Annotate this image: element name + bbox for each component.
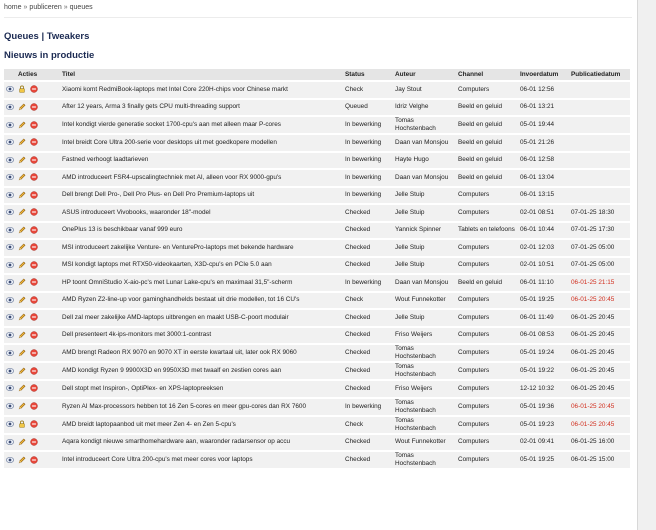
eye-icon[interactable] <box>6 103 14 111</box>
pencil-icon[interactable] <box>18 226 26 234</box>
row-published: 06-01-25 20:45 <box>569 417 630 433</box>
row-submitted: 06-01 13:21 <box>518 100 569 116</box>
row-actions <box>4 452 60 468</box>
header-title[interactable]: Titel <box>60 69 343 80</box>
eye-icon[interactable] <box>6 121 14 129</box>
row-title[interactable]: Intel introduceert Core Ultra 200-cpu's met meer cores voor laptops <box>60 452 343 468</box>
header-submitted[interactable]: Invoerdatum <box>518 69 569 80</box>
row-actions <box>4 417 60 433</box>
delete-icon[interactable] <box>30 456 38 464</box>
row-status: Checked <box>343 435 393 451</box>
row-author: Idriz Velghe <box>393 100 456 116</box>
header-published[interactable]: Publicatiedatum <box>569 69 630 80</box>
delete-icon[interactable] <box>30 384 38 392</box>
row-channel: Computers <box>456 399 518 415</box>
row-submitted: 02-01 10:51 <box>518 258 569 274</box>
row-channel: Computers <box>456 240 518 256</box>
row-actions <box>4 293 60 309</box>
scrollbar[interactable] <box>637 0 656 530</box>
row-author: Friso Weijers <box>393 381 456 397</box>
row-actions <box>4 188 60 204</box>
pencil-icon[interactable] <box>18 313 26 321</box>
pencil-icon[interactable] <box>18 121 26 129</box>
row-channel: Computers <box>456 258 518 274</box>
eye-icon[interactable] <box>6 138 14 146</box>
delete-icon[interactable] <box>30 438 38 446</box>
row-published: 07-01-25 05:00 <box>569 258 630 274</box>
row-channel: Computers <box>456 205 518 221</box>
row-title[interactable]: HP toont OmniStudio X-aio-pc's met Lunar Lake-cpu's en maximaal 31,5"-scherm <box>60 275 343 291</box>
delete-icon[interactable] <box>30 121 38 129</box>
pencil-icon[interactable] <box>18 278 26 286</box>
row-status: Checked <box>343 223 393 239</box>
row-published <box>569 170 630 186</box>
row-published: 06-01-25 20:45 <box>569 381 630 397</box>
row-status: In bewerking <box>343 153 393 169</box>
eye-icon[interactable] <box>6 331 14 339</box>
row-channel: Computers <box>456 310 518 326</box>
row-status: Check <box>343 417 393 433</box>
row-status: Queued <box>343 100 393 116</box>
pencil-icon[interactable] <box>18 438 26 446</box>
eye-icon[interactable] <box>6 243 14 251</box>
table-row[interactable] <box>4 293 630 309</box>
row-title[interactable]: AMD introduceert FSR4-upscalingtechniek met AI, alleen voor RX 9000-gpu's <box>60 170 343 186</box>
row-actions <box>4 381 60 397</box>
row-status: Checked <box>343 345 393 361</box>
pencil-icon[interactable] <box>18 138 26 146</box>
row-submitted: 06-01 13:15 <box>518 188 569 204</box>
row-title[interactable]: AMD breidt laptopaanbod uit met meer Zen 4- en Zen 5-cpu's <box>60 417 343 433</box>
row-channel: Computers <box>456 435 518 451</box>
header-author[interactable]: Auteur <box>393 69 456 80</box>
eye-icon[interactable] <box>6 367 14 375</box>
row-title[interactable]: Aqara kondigt nieuwe smarthomehardware aan, waaronder radarsensor op accu <box>60 435 343 451</box>
pencil-icon[interactable] <box>18 103 26 111</box>
row-status: Checked <box>343 452 393 468</box>
row-actions <box>4 258 60 274</box>
eye-icon[interactable] <box>6 456 14 464</box>
row-published: 06-01-25 16:00 <box>569 435 630 451</box>
row-author: Tomas Hochstenbach <box>393 417 456 433</box>
table-row[interactable] <box>4 205 630 221</box>
eye-icon[interactable] <box>6 156 14 164</box>
row-published: 06-01-25 15:00 <box>569 452 630 468</box>
pencil-icon[interactable] <box>18 243 26 251</box>
eye-icon[interactable] <box>6 85 14 93</box>
row-submitted: 05-01 19:44 <box>518 117 569 133</box>
delete-icon[interactable] <box>30 243 38 251</box>
section-title: Nieuws in productie <box>4 50 95 61</box>
eye-icon[interactable] <box>6 313 14 321</box>
row-channel: Computers <box>456 345 518 361</box>
row-title[interactable]: ASUS introduceert Vivobooks, waaronder 18"-model <box>60 205 343 221</box>
row-title[interactable]: MSI introduceert zakelijke Venture- en VenturePro-laptops met bekende hardware <box>60 240 343 256</box>
row-published <box>569 117 630 133</box>
header-actions: Acties <box>4 69 60 80</box>
row-submitted: 05-01 19:25 <box>518 452 569 468</box>
eye-icon[interactable] <box>6 173 14 181</box>
table-row[interactable] <box>4 310 630 326</box>
row-channel: Computers <box>456 381 518 397</box>
table-row[interactable] <box>4 153 630 169</box>
pencil-icon[interactable] <box>18 349 26 357</box>
row-published: 06-01-25 20:45 <box>569 345 630 361</box>
row-author: Tomas Hochstenbach <box>393 345 456 361</box>
eye-icon[interactable] <box>6 296 14 304</box>
eye-icon[interactable] <box>6 420 14 428</box>
row-title[interactable]: Dell presenteert 4k-ips-monitors met 3000:1-contrast <box>60 328 343 344</box>
row-channel: Beeld en geluid <box>456 117 518 133</box>
row-published <box>569 82 630 98</box>
row-status: In bewerking <box>343 399 393 415</box>
row-submitted: 06-01 12:58 <box>518 153 569 169</box>
delete-icon[interactable] <box>30 103 38 111</box>
row-channel: Computers <box>456 452 518 468</box>
delete-icon[interactable] <box>30 278 38 286</box>
row-status: Check <box>343 293 393 309</box>
pencil-icon[interactable] <box>18 384 26 392</box>
row-actions <box>4 223 60 239</box>
row-title[interactable]: AMD brengt Radeon RX 9070 en 9070 XT in eerste kwartaal uit, later ook RX 9060 <box>60 345 343 361</box>
table-row[interactable] <box>4 363 630 379</box>
row-actions <box>4 117 60 133</box>
row-title[interactable]: Xiaomi komt RedmiBook-laptops met Intel Core 220H-chips voor Chinese markt <box>60 82 343 98</box>
eye-icon[interactable] <box>6 278 14 286</box>
table-row[interactable] <box>4 240 630 256</box>
row-author: Friso Weijers <box>393 328 456 344</box>
pencil-icon[interactable] <box>18 296 26 304</box>
row-status: Checked <box>343 328 393 344</box>
row-published: 06-01-25 20:45 <box>569 363 630 379</box>
breadcrumb-queues[interactable]: queues <box>69 4 93 11</box>
table-row[interactable] <box>4 345 630 361</box>
row-channel: Computers <box>456 188 518 204</box>
row-title[interactable]: Ryzen AI Max-processors hebben tot 16 Zen 5-cores en meer gpu-cores dan RX 7600 <box>60 399 343 415</box>
row-author: Jelle Stuip <box>393 310 456 326</box>
pencil-icon[interactable] <box>18 402 26 410</box>
delete-icon[interactable] <box>30 349 38 357</box>
row-title[interactable]: AMD Ryzen Z2-line-up voor gaminghandhelds bestaat uit drie modellen, tot 16 CU's <box>60 293 343 309</box>
row-author: Jelle Stuip <box>393 205 456 221</box>
row-channel: Computers <box>456 328 518 344</box>
row-title[interactable]: Dell stopt met Inspiron-, OptiPlex- en XPS-laptopreeksen <box>60 381 343 397</box>
row-channel: Computers <box>456 82 518 98</box>
row-actions <box>4 100 60 116</box>
row-status: In bewerking <box>343 275 393 291</box>
breadcrumb-home[interactable]: home <box>4 4 22 11</box>
breadcrumb-separator: » <box>23 4 28 11</box>
table-row[interactable] <box>4 188 630 204</box>
row-channel: Beeld en geluid <box>456 275 518 291</box>
row-actions <box>4 205 60 221</box>
table-row[interactable] <box>4 223 630 239</box>
row-title[interactable]: AMD kondigt Ryzen 9 9900X3D en 9950X3D met twaalf en zestien cores aan <box>60 363 343 379</box>
pencil-icon[interactable] <box>18 331 26 339</box>
row-status: Check <box>343 82 393 98</box>
delete-icon[interactable] <box>30 402 38 410</box>
pencil-icon[interactable] <box>18 456 26 464</box>
row-actions <box>4 153 60 169</box>
row-published <box>569 153 630 169</box>
divider <box>4 17 632 18</box>
row-actions <box>4 363 60 379</box>
row-channel: Beeld en geluid <box>456 153 518 169</box>
row-author: Tomas Hochstenbach <box>393 363 456 379</box>
row-status: Checked <box>343 310 393 326</box>
eye-icon[interactable] <box>6 226 14 234</box>
row-submitted: 05-01 19:36 <box>518 399 569 415</box>
row-status: In bewerking <box>343 188 393 204</box>
row-author: Jay Stout <box>393 82 456 98</box>
breadcrumb <box>4 4 93 11</box>
eye-icon[interactable] <box>6 208 14 216</box>
delete-icon[interactable] <box>30 173 38 181</box>
row-submitted: 02-01 12:03 <box>518 240 569 256</box>
header-channel[interactable]: Channel <box>456 69 518 80</box>
row-channel: Beeld en geluid <box>456 170 518 186</box>
row-title[interactable]: After 12 years, Arma 3 finally gets CPU multi-threading support <box>60 100 343 116</box>
table-row[interactable] <box>4 82 630 98</box>
table-row[interactable] <box>4 117 630 133</box>
row-published <box>569 100 630 116</box>
pencil-icon[interactable] <box>18 173 26 181</box>
row-channel: Computers <box>456 293 518 309</box>
row-actions <box>4 135 60 151</box>
row-submitted: 05-01 19:22 <box>518 363 569 379</box>
row-author: Daan van Monsjou <box>393 275 456 291</box>
table-row[interactable] <box>4 435 630 451</box>
row-actions <box>4 170 60 186</box>
row-author: Hayte Hugo <box>393 153 456 169</box>
row-status: In bewerking <box>343 170 393 186</box>
row-submitted: 06-01 13:04 <box>518 170 569 186</box>
row-author: Daan van Monsjou <box>393 135 456 151</box>
row-submitted: 05-01 21:26 <box>518 135 569 151</box>
row-author: Tomas Hochstenbach <box>393 452 456 468</box>
row-status: Checked <box>343 381 393 397</box>
delete-icon[interactable] <box>30 138 38 146</box>
row-published: 06-01-25 20:45 <box>569 293 630 309</box>
row-author: Wout Funnekotter <box>393 435 456 451</box>
row-channel: Computers <box>456 363 518 379</box>
row-published: 07-01-25 17:30 <box>569 223 630 239</box>
queue-table <box>4 67 630 470</box>
row-actions <box>4 275 60 291</box>
eye-icon[interactable] <box>6 191 14 199</box>
row-status: In bewerking <box>343 117 393 133</box>
row-channel: Computers <box>456 417 518 433</box>
pencil-icon[interactable] <box>18 208 26 216</box>
delete-icon[interactable] <box>30 208 38 216</box>
row-submitted: 06-01 11:10 <box>518 275 569 291</box>
row-published <box>569 135 630 151</box>
row-title[interactable]: MSI kondigt laptops met RTX50-videokaarten, X3D-cpu's en PCIe 5.0 aan <box>60 258 343 274</box>
row-status: In bewerking <box>343 135 393 151</box>
delete-icon[interactable] <box>30 313 38 321</box>
row-submitted: 06-01 08:53 <box>518 328 569 344</box>
row-published: 06-01-25 20:45 <box>569 310 630 326</box>
row-actions <box>4 310 60 326</box>
table-row[interactable] <box>4 135 630 151</box>
pencil-icon[interactable] <box>18 191 26 199</box>
table-row[interactable] <box>4 258 630 274</box>
eye-icon[interactable] <box>6 438 14 446</box>
breadcrumb-publiceren[interactable]: publiceren <box>29 4 62 11</box>
row-author: Tomas Hochstenbach <box>393 399 456 415</box>
row-status: Checked <box>343 258 393 274</box>
breadcrumb-separator: » <box>63 4 68 11</box>
row-title[interactable]: Fastned verhoogt laadtarieven <box>60 153 343 169</box>
lock-icon[interactable] <box>18 85 26 93</box>
table-row[interactable] <box>4 417 630 433</box>
row-title[interactable]: Dell zal meer zakelijke AMD-laptops uitbrengen en maakt USB-C-poort modulair <box>60 310 343 326</box>
lock-icon[interactable] <box>18 420 26 428</box>
row-published: 07-01-25 05:00 <box>569 240 630 256</box>
row-submitted: 05-01 19:25 <box>518 293 569 309</box>
row-actions <box>4 328 60 344</box>
delete-icon[interactable] <box>30 367 38 375</box>
row-channel: Tablets en telefoons <box>456 223 518 239</box>
row-actions <box>4 345 60 361</box>
header-status[interactable]: Status <box>343 69 393 80</box>
row-submitted: 06-01 10:44 <box>518 223 569 239</box>
row-actions <box>4 399 60 415</box>
row-author: Jelle Stuip <box>393 258 456 274</box>
row-actions <box>4 240 60 256</box>
row-channel: Beeld en geluid <box>456 100 518 116</box>
page-title: Queues | Tweakers <box>4 31 90 42</box>
row-author: Jelle Stuip <box>393 188 456 204</box>
row-submitted: 12-12 10:32 <box>518 381 569 397</box>
delete-icon[interactable] <box>30 85 38 93</box>
table-row[interactable] <box>4 100 630 116</box>
pencil-icon[interactable] <box>18 261 26 269</box>
row-author: Wout Funnekotter <box>393 293 456 309</box>
row-submitted: 05-01 19:23 <box>518 417 569 433</box>
delete-icon[interactable] <box>30 296 38 304</box>
table-row[interactable] <box>4 399 630 415</box>
eye-icon[interactable] <box>6 349 14 357</box>
row-submitted: 06-01 12:56 <box>518 82 569 98</box>
row-published <box>569 188 630 204</box>
delete-icon[interactable] <box>30 331 38 339</box>
row-actions <box>4 435 60 451</box>
row-status: Checked <box>343 240 393 256</box>
table-row[interactable] <box>4 275 630 291</box>
table-row[interactable] <box>4 170 630 186</box>
delete-icon[interactable] <box>30 191 38 199</box>
pencil-icon[interactable] <box>18 156 26 164</box>
row-submitted: 05-01 19:24 <box>518 345 569 361</box>
eye-icon[interactable] <box>6 384 14 392</box>
row-status: Checked <box>343 363 393 379</box>
row-submitted: 02-01 09:41 <box>518 435 569 451</box>
pencil-icon[interactable] <box>18 367 26 375</box>
delete-icon[interactable] <box>30 226 38 234</box>
row-title[interactable]: Intel breidt Core Ultra 200-serie voor desktops uit met goedkopere modellen <box>60 135 343 151</box>
row-title[interactable]: OnePlus 13 is beschikbaar vanaf 999 euro <box>60 223 343 239</box>
row-submitted: 06-01 11:49 <box>518 310 569 326</box>
row-published: 06-01-25 21:15 <box>569 275 630 291</box>
row-published: 07-01-25 18:30 <box>569 205 630 221</box>
row-title[interactable]: Dell brengt Dell Pro-, Dell Pro Plus- en Dell Pro Premium-laptops uit <box>60 188 343 204</box>
row-status: Checked <box>343 205 393 221</box>
table-row[interactable] <box>4 328 630 344</box>
delete-icon[interactable] <box>30 156 38 164</box>
delete-icon[interactable] <box>30 261 38 269</box>
row-published: 06-01-25 20:45 <box>569 399 630 415</box>
eye-icon[interactable] <box>6 261 14 269</box>
row-submitted: 02-01 08:51 <box>518 205 569 221</box>
row-published: 06-01-25 20:45 <box>569 328 630 344</box>
row-title[interactable]: Intel kondigt vierde generatie socket 1700-cpu's aan met alleen maar P-cores <box>60 117 343 133</box>
table-row[interactable] <box>4 381 630 397</box>
row-author: Tomas Hochstenbach <box>393 117 456 133</box>
row-author: Yannick Spinner <box>393 223 456 239</box>
table-row[interactable] <box>4 452 630 468</box>
row-channel: Beeld en geluid <box>456 135 518 151</box>
eye-icon[interactable] <box>6 402 14 410</box>
table-header-row <box>4 69 630 80</box>
row-author: Daan van Monsjou <box>393 170 456 186</box>
row-author: Jelle Stuip <box>393 240 456 256</box>
delete-icon[interactable] <box>30 420 38 428</box>
row-actions <box>4 82 60 98</box>
